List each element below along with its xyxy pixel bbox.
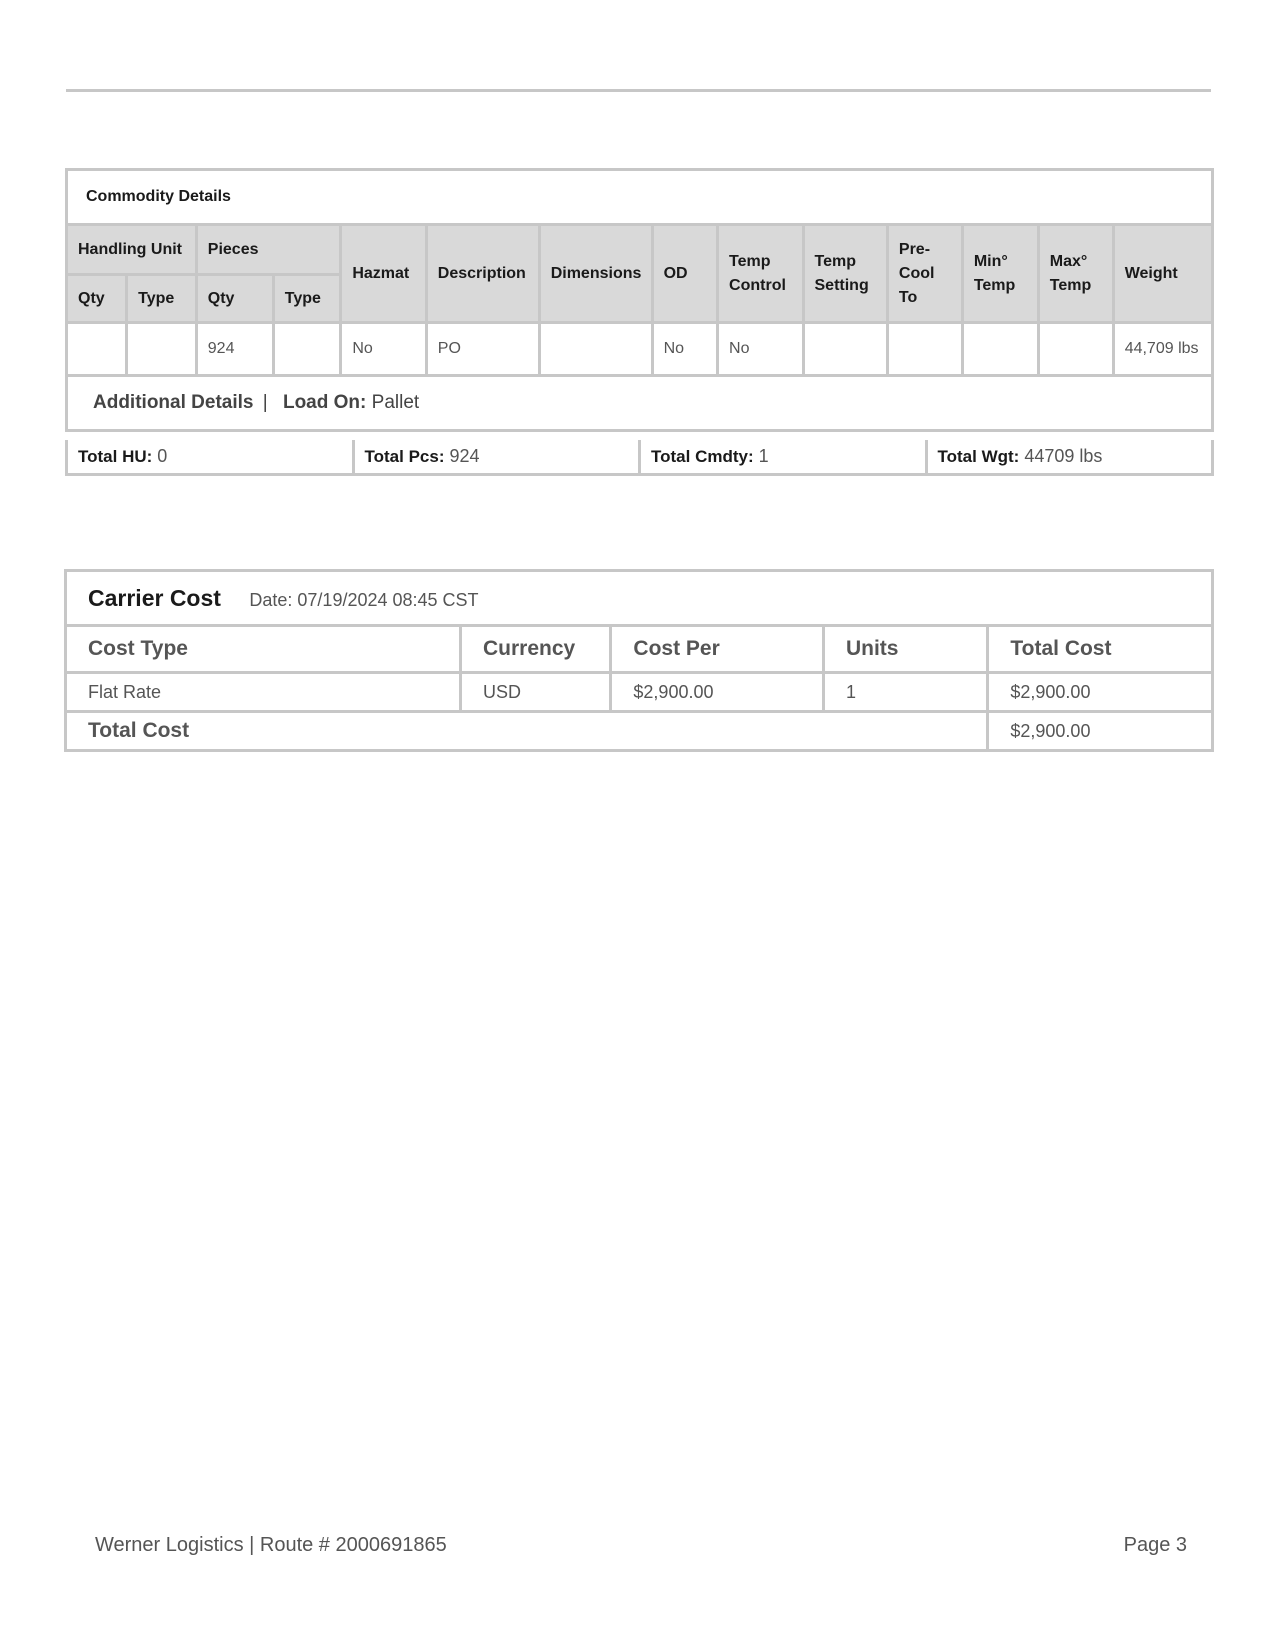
column-cost-per: Cost Per: [611, 626, 824, 673]
carrier-cost-title: Carrier Cost: [88, 584, 221, 611]
table-row: [67, 323, 1213, 376]
cell-total-cost: $2,900.00: [988, 673, 1213, 712]
cell-cost-type: Flat Rate: [66, 673, 461, 712]
header-od: OD: [652, 225, 717, 323]
header-handling-unit: Handling Unit: [67, 225, 197, 275]
additional-details-row: [67, 376, 1213, 431]
total-wgt-value: 44709 lbs: [1024, 446, 1103, 466]
total-pcs: [355, 440, 642, 473]
header-min-temp: Min° Temp: [962, 225, 1038, 323]
column-cost-type: Cost Type: [66, 626, 461, 673]
column-total-cost: Total Cost: [988, 626, 1213, 673]
cell-od: No: [652, 323, 717, 376]
column-units: Units: [823, 626, 987, 673]
cell-description: PO: [426, 323, 539, 376]
total-wgt-label: Total Wgt:: [937, 446, 1020, 466]
cell-pcs-qty: 924: [196, 323, 273, 376]
top-divider: [66, 89, 1211, 92]
header-pcs-qty: Qty: [196, 275, 273, 323]
cell-min-temp: [962, 323, 1038, 376]
footer-page-number: Page 3: [1123, 1534, 1187, 1556]
total-cost-row: [66, 712, 1213, 751]
load-on-label: Load On:: [282, 392, 367, 413]
header-pieces: Pieces: [196, 225, 341, 275]
total-hu: [68, 440, 355, 473]
header-hu-type: Type: [127, 275, 197, 323]
cell-hu-type: [127, 323, 197, 376]
header-temp-setting: Temp Setting: [803, 225, 887, 323]
cell-temp-setting: [803, 323, 887, 376]
header-temp-control: Temp Control: [718, 225, 803, 323]
header-description: Description: [426, 225, 539, 323]
total-cost-label: Total Cost: [66, 712, 988, 751]
total-cost-value: $2,900.00: [988, 712, 1213, 751]
cell-pcs-type: [273, 323, 341, 376]
cell-currency: USD: [461, 673, 611, 712]
cell-weight: 44,709 lbs: [1113, 323, 1212, 376]
header-pcs-type: Type: [273, 275, 341, 323]
cell-max-temp: [1038, 323, 1113, 376]
total-cmdty-value: 1: [758, 446, 769, 466]
header-weight: Weight: [1113, 225, 1212, 323]
total-pcs-label: Total Pcs:: [364, 446, 445, 466]
commodity-totals-row: [65, 440, 1214, 476]
cell-hu-qty: [67, 323, 127, 376]
cell-pre-cool-to: [887, 323, 962, 376]
cell-cost-per: $2,900.00: [611, 673, 824, 712]
additional-details-separator: |: [262, 392, 268, 413]
commodity-details-table: [65, 168, 1214, 432]
header-hazmat: Hazmat: [341, 225, 426, 323]
header-max-temp: Max° Temp: [1038, 225, 1113, 323]
cell-hazmat: No: [341, 323, 426, 376]
footer-route: Werner Logistics | Route # 2000691865: [95, 1534, 447, 1556]
column-currency: Currency: [461, 626, 611, 673]
carrier-cost-date: Date: 07/19/2024 08:45 CST: [249, 589, 479, 610]
total-cmdty-label: Total Cmdty:: [651, 446, 754, 466]
additional-details-label: Additional Details: [93, 392, 254, 413]
cell-units: 1: [823, 673, 987, 712]
load-on-value: Pallet: [371, 392, 420, 413]
table-row: [66, 673, 1213, 712]
total-hu-value: 0: [157, 446, 168, 466]
cell-temp-control: No: [718, 323, 803, 376]
total-pcs-value: 924: [449, 446, 480, 466]
total-cmdty: [641, 440, 928, 473]
carrier-cost-header: [66, 571, 1213, 626]
total-hu-label: Total HU:: [78, 446, 153, 466]
header-dimensions: Dimensions: [539, 225, 652, 323]
cell-dimensions: [539, 323, 652, 376]
total-wgt: [928, 440, 1212, 473]
header-hu-qty: Qty: [67, 275, 127, 323]
commodity-details-title: Commodity Details: [67, 170, 1213, 225]
header-pre-cool-to: Pre-Cool To: [887, 225, 962, 323]
carrier-cost-table: [64, 569, 1214, 752]
